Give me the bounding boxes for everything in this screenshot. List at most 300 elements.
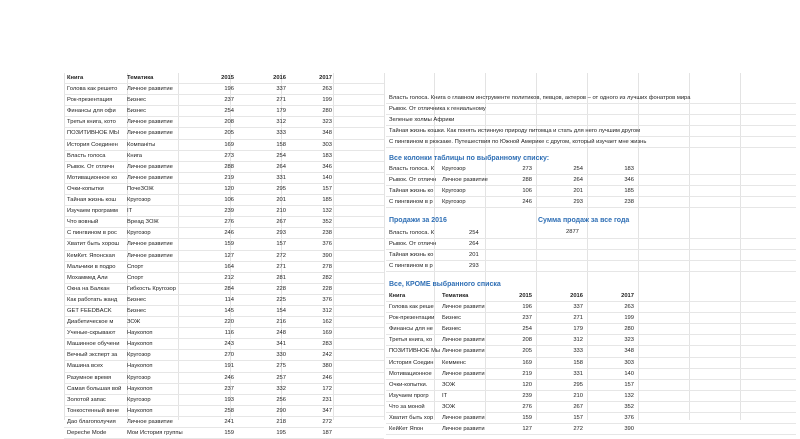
cell-2017[interactable]: 278	[322, 263, 332, 270]
cell-book[interactable]: Власть голоса. К	[389, 166, 435, 172]
long-row[interactable]	[386, 93, 796, 104]
cell-topic[interactable]: Кругозор	[127, 374, 151, 381]
cell-2015[interactable]: 237	[224, 385, 234, 392]
table-row[interactable]	[64, 173, 384, 184]
cell-2017[interactable]: 162	[322, 319, 332, 326]
cell-topic[interactable]: Личное развитие	[127, 174, 173, 181]
cell-2015[interactable]: 164	[224, 263, 234, 270]
cell-book[interactable]: Ученые-скрывают	[67, 330, 116, 337]
table-row[interactable]	[64, 350, 384, 361]
cell-topic[interactable]: Кругозор	[442, 199, 466, 206]
cell-book[interactable]: Тайная жизнь кош	[67, 197, 116, 204]
cell-2016[interactable]: 158	[276, 141, 286, 148]
cell-topic[interactable]: Личное развитие	[127, 130, 173, 137]
table-row[interactable]	[64, 251, 384, 262]
cell-2016[interactable]: 295	[573, 381, 583, 388]
cell-2015[interactable]: 241	[224, 418, 234, 425]
cell-topic[interactable]: Наукопоп	[127, 407, 153, 414]
table-row[interactable]	[386, 302, 796, 313]
cell-topic[interactable]: Личное развитие	[127, 241, 173, 248]
cell-2016[interactable]: 201	[276, 197, 286, 204]
cell-book[interactable]: КейКет Япон	[389, 426, 424, 433]
cell-book[interactable]: Голова как реше	[389, 304, 434, 311]
table-row[interactable]	[64, 140, 384, 151]
cell-book[interactable]: Хватит быть хор	[389, 415, 434, 422]
cell-2016[interactable]: 157	[573, 415, 583, 422]
table-row[interactable]	[64, 406, 384, 417]
cell-topic[interactable]: Личное развитие	[442, 177, 488, 184]
cell-topic[interactable]: Личное развитие	[127, 119, 173, 126]
cell-2017[interactable]: 238	[624, 199, 634, 206]
cell-2017[interactable]: 238	[322, 230, 332, 237]
cell-book[interactable]: Финансы для не	[389, 326, 433, 333]
long-row[interactable]	[386, 137, 796, 148]
cell-topic[interactable]: Личное развити	[442, 348, 485, 355]
cell-2015[interactable]: 239	[224, 208, 234, 215]
cell-2017[interactable]: 272	[322, 418, 332, 425]
cell-topic[interactable]: Личное развитие	[127, 252, 173, 259]
cell-2016[interactable]: 271	[276, 263, 286, 270]
cell-book[interactable]: Рывок. От отличн	[389, 177, 437, 184]
table-row[interactable]	[64, 262, 384, 273]
cell-2015[interactable]: 219	[224, 174, 234, 181]
cell-book[interactable]: Очки-копытки.	[389, 381, 428, 388]
cell-topic[interactable]: Личное развити	[442, 415, 485, 422]
table-row[interactable]	[386, 391, 796, 402]
sum-value[interactable]: 2877	[566, 229, 579, 235]
cell-2015[interactable]: 237	[224, 97, 234, 104]
cell-2015[interactable]: 246	[224, 374, 234, 381]
cell-book[interactable]: Рок-презентации	[389, 315, 435, 322]
table-row[interactable]	[64, 295, 384, 306]
cell-book[interactable]: Третья книга, ко	[389, 337, 433, 344]
cell-2017[interactable]: 346	[624, 177, 634, 184]
cell-2016[interactable]: 271	[276, 97, 286, 104]
table-row[interactable]	[64, 273, 384, 284]
cell-2017[interactable]: 199	[322, 97, 332, 104]
cell-2017[interactable]: 132	[322, 208, 332, 215]
cell-2016[interactable]: 195	[276, 430, 286, 436]
cell-topic[interactable]: Кругозор	[127, 230, 151, 237]
cell-2015[interactable]: 159	[224, 430, 234, 436]
cell-2016[interactable]: 254	[276, 152, 286, 159]
table-row[interactable]	[64, 306, 384, 317]
cell-book[interactable]: Голова как решето	[67, 86, 118, 93]
cell-topic[interactable]: Кругозор	[442, 188, 466, 195]
cell-2016[interactable]: 293	[469, 263, 479, 270]
cell-2017[interactable]: 242	[322, 352, 332, 359]
cell-2017[interactable]: 185	[322, 197, 332, 204]
cell-2016[interactable]: 216	[276, 319, 286, 326]
cell-2016[interactable]: 333	[573, 348, 583, 355]
cell-topic[interactable]: Вреад ЗОЖ	[127, 219, 159, 226]
cell-2015[interactable]: 169	[224, 141, 234, 148]
cell-book[interactable]: Как работать жанд	[67, 296, 118, 303]
cell-book[interactable]: КемКет. Японская	[67, 252, 115, 259]
table-row[interactable]	[64, 162, 384, 173]
cell-2017[interactable]: 157	[624, 381, 634, 388]
long-row[interactable]	[386, 115, 796, 126]
cell-topic[interactable]: Бизнес	[127, 108, 147, 115]
cell-book[interactable]: Окна на Балкан	[67, 285, 110, 292]
cell-book[interactable]: Власть голоса	[67, 152, 106, 159]
cell-topic[interactable]: Кемменс	[442, 359, 466, 366]
cell-2016[interactable]: 281	[276, 274, 286, 281]
cell-2015[interactable]: 196	[224, 86, 234, 93]
cell-book[interactable]: ПОЗИТИВНОЕ Мы	[389, 348, 441, 355]
cell-topic[interactable]: Кругозор	[127, 352, 151, 359]
cell-book[interactable]: Мотивационное	[389, 370, 432, 377]
table-row[interactable]	[386, 197, 796, 208]
cell-2016[interactable]: 201	[573, 188, 583, 195]
cell-2015[interactable]: 246	[224, 230, 234, 237]
table-row[interactable]	[386, 346, 796, 357]
table-row[interactable]	[64, 373, 384, 384]
cell-2015[interactable]: 237	[522, 315, 532, 322]
cell-2016[interactable]: 312	[276, 119, 286, 126]
cell-2015[interactable]: 116	[224, 330, 234, 337]
header-2016[interactable]: 2016	[273, 75, 286, 81]
cell-topic[interactable]: Личное развити	[442, 426, 485, 433]
cell-2015[interactable]: 208	[224, 119, 234, 126]
cell-book[interactable]: Хватит быть хорош	[67, 241, 120, 248]
cell-book[interactable]: Очки-копытки	[67, 185, 104, 192]
table-row[interactable]	[386, 380, 796, 391]
cell-topic[interactable]: Личное развити	[442, 304, 485, 311]
cell-2017[interactable]: 187	[322, 430, 332, 436]
table-row[interactable]	[64, 228, 384, 239]
cell-2015[interactable]: 243	[224, 341, 234, 348]
cell-topic[interactable]: IT	[127, 208, 133, 215]
cell-2016[interactable]: 337	[276, 86, 286, 93]
cell-book[interactable]: Мотивационное ко	[67, 174, 118, 181]
cell-book[interactable]: Машина всех	[67, 363, 103, 370]
cell-book[interactable]: Тонкостенный вене	[67, 407, 120, 414]
cell-book[interactable]: Рывок. От отличн	[67, 163, 115, 170]
cell-2017[interactable]: 280	[322, 108, 332, 115]
cell-2015[interactable]: 276	[522, 403, 532, 410]
cell-2015[interactable]: 191	[224, 363, 234, 370]
table-row[interactable]	[64, 395, 384, 406]
table-row[interactable]	[64, 106, 384, 117]
cell-2015[interactable]: 246	[522, 199, 532, 206]
cell-2017[interactable]: 352	[322, 219, 332, 226]
cell-2017[interactable]: 183	[322, 152, 332, 159]
cell-2016[interactable]: 257	[276, 374, 286, 381]
cell-2015[interactable]: 254	[522, 326, 532, 333]
cell-2015[interactable]: 276	[224, 219, 234, 226]
cell-2017[interactable]: 231	[322, 396, 332, 403]
cell-topic[interactable]: ЗОЖ	[442, 381, 456, 388]
table-row[interactable]	[64, 384, 384, 395]
cell-topic[interactable]: Гибкость Кругозор	[127, 285, 177, 292]
cell-2016[interactable]: 218	[276, 418, 286, 425]
header-2017[interactable]: 2017	[319, 75, 332, 81]
cell-2016[interactable]: 179	[276, 108, 286, 115]
cell-2016[interactable]: 275	[276, 363, 286, 370]
cell-book[interactable]: С пингвином в р	[389, 263, 433, 270]
cell-2015[interactable]: 239	[522, 392, 532, 399]
cell-2015[interactable]: 205	[224, 130, 234, 137]
cell-2016[interactable]: 341	[276, 341, 286, 348]
cell-2016[interactable]: 312	[573, 337, 583, 344]
cell-2015[interactable]: 273	[522, 166, 532, 172]
cell-2016[interactable]: 179	[573, 326, 583, 333]
cell-book[interactable]: Мохаммед Али	[67, 274, 108, 281]
cell-topic[interactable]: Бизнес	[442, 315, 462, 322]
cell-book[interactable]: Изучаем прогр	[389, 392, 429, 399]
long-row[interactable]	[386, 104, 796, 115]
cell-2016[interactable]: 256	[276, 396, 286, 403]
cell-2016[interactable]: 210	[276, 208, 286, 215]
cell-2017[interactable]: 303	[322, 141, 332, 148]
cell-2015[interactable]: 212	[224, 274, 234, 281]
cell-book[interactable]: GET FEEDBACK	[67, 307, 112, 314]
cell-2017[interactable]: 228	[322, 285, 332, 292]
cell-topic[interactable]: Личное развити	[442, 337, 485, 344]
cell-book[interactable]: С пингвином в рос	[67, 230, 117, 237]
cell-2015[interactable]: 159	[522, 415, 532, 422]
table-row[interactable]	[64, 151, 384, 162]
cell-2017[interactable]: 280	[624, 326, 634, 333]
cell-book[interactable]: Диабетическое м	[67, 319, 114, 326]
cell-2016[interactable]: 264	[573, 177, 583, 184]
cell-book[interactable]: Что вовный	[67, 219, 99, 226]
cell-2017[interactable]: 169	[322, 330, 332, 337]
cell-2016[interactable]: 293	[573, 199, 583, 206]
cell-2016[interactable]: 295	[276, 185, 286, 192]
cell-2015[interactable]: 169	[522, 359, 532, 366]
header-book[interactable]: Книга	[67, 75, 84, 81]
table-row[interactable]	[64, 128, 384, 139]
cell-2015[interactable]: 127	[224, 252, 234, 259]
table-row[interactable]	[386, 175, 796, 186]
header-2015[interactable]: 2015	[221, 75, 234, 81]
cell-topic[interactable]: Наукопоп	[127, 363, 153, 370]
cell-2016[interactable]: 264	[276, 163, 286, 170]
cell-book[interactable]: Разумное время	[67, 374, 112, 381]
cell-2016[interactable]: 254	[573, 166, 583, 172]
cell-2017[interactable]: 348	[322, 130, 332, 137]
cell-2015[interactable]: 208	[522, 337, 532, 344]
cell-2017[interactable]: 263	[624, 304, 634, 311]
cell-2015[interactable]: 127	[522, 426, 532, 433]
cell-2017[interactable]: 347	[322, 407, 332, 414]
cell-2017[interactable]: 282	[322, 274, 332, 281]
cell-2017[interactable]: 303	[624, 359, 634, 366]
cell-topic[interactable]: Спорт	[127, 263, 144, 270]
cell-2017[interactable]: 140	[624, 370, 634, 377]
cell-2017[interactable]: 199	[624, 315, 634, 322]
cell-2017[interactable]: 185	[624, 188, 634, 195]
cell-2016[interactable]: 225	[276, 296, 286, 303]
cell-2017[interactable]: 390	[322, 252, 332, 259]
cell-2016[interactable]: 330	[276, 352, 286, 359]
cell-2015[interactable]: 114	[224, 296, 234, 303]
table-row[interactable]	[64, 195, 384, 206]
cell-topic[interactable]: ПочеЗОЖ	[127, 185, 154, 192]
cell-book[interactable]: Depeche Mode	[67, 430, 107, 436]
table-row[interactable]	[64, 184, 384, 195]
cell-book[interactable]: Рывок. От отличн	[389, 241, 437, 248]
cell-book[interactable]: Финансы для офи	[67, 108, 116, 115]
cell-2017[interactable]: 283	[322, 341, 332, 348]
cell-book[interactable]: ПОЗИТИВНОЕ МЫ	[67, 130, 120, 137]
cell-2017[interactable]: 140	[322, 174, 332, 181]
cell-2015[interactable]: 196	[522, 304, 532, 311]
cell-topic[interactable]: Бизнес	[127, 296, 147, 303]
cell-topic[interactable]: Кругозор	[127, 197, 151, 204]
table-row[interactable]	[64, 417, 384, 428]
cell-topic[interactable]: Наукопоп	[127, 385, 153, 392]
cell-topic[interactable]: Личное развитие	[127, 418, 173, 425]
cell-2016[interactable]: 271	[573, 315, 583, 322]
cell-2016[interactable]: 267	[573, 403, 583, 410]
cell-2015[interactable]: 270	[224, 352, 234, 359]
cell-topic[interactable]: Кругозор	[127, 396, 151, 403]
cell-2016[interactable]: 331	[276, 174, 286, 181]
cell-2015[interactable]: 159	[224, 241, 234, 248]
cell-2016[interactable]: 290	[276, 407, 286, 414]
cell-2016[interactable]: 264	[469, 241, 479, 248]
cell-2016[interactable]: 331	[573, 370, 583, 377]
cell-2016[interactable]: 337	[573, 304, 583, 311]
table-row[interactable]	[64, 206, 384, 217]
cell-2015[interactable]: 205	[522, 348, 532, 355]
table-row[interactable]	[64, 284, 384, 295]
cell-topic[interactable]: Спорт	[127, 274, 144, 281]
cell-2015[interactable]: 284	[224, 285, 234, 292]
cell-2015[interactable]: 258	[224, 407, 234, 414]
cell-2017[interactable]: 172	[322, 385, 332, 392]
cell-book[interactable]: Власть голоса. К	[389, 230, 435, 236]
table-row[interactable]	[386, 369, 796, 380]
table-row[interactable]	[386, 228, 796, 239]
cell-book[interactable]: Рок-презентация	[67, 97, 113, 104]
cell-2016[interactable]: 154	[276, 307, 286, 314]
table-row[interactable]	[386, 186, 796, 197]
cell-2016[interactable]: 254	[469, 230, 479, 236]
cell-book[interactable]: Третья книга, кото	[67, 119, 116, 126]
cell-2017[interactable]: 376	[322, 296, 332, 303]
table-row[interactable]	[386, 261, 796, 272]
cell-topic[interactable]: IT	[442, 392, 448, 399]
cell-2017[interactable]: 312	[322, 307, 332, 314]
cell-2017[interactable]: 376	[322, 241, 332, 248]
cell-2015[interactable]: 106	[224, 197, 234, 204]
cell-book[interactable]: История Соединен	[67, 141, 118, 148]
cell-2017[interactable]: 246	[322, 374, 332, 381]
cell-2016[interactable]: 272	[573, 426, 583, 433]
cell-2015[interactable]: 145	[224, 307, 234, 314]
cell-2017[interactable]: 390	[624, 426, 634, 433]
table-row[interactable]	[386, 239, 796, 250]
cell-topic[interactable]: Книга	[127, 152, 143, 159]
cell-2015[interactable]: 254	[224, 108, 234, 115]
cell-book[interactable]: Вечный эксперт за	[67, 352, 118, 359]
cell-topic[interactable]: Наукопоп	[127, 341, 153, 348]
cell-book[interactable]: Что за моной	[389, 403, 425, 410]
cell-book[interactable]: Мальчики в подро	[67, 263, 116, 270]
table-row[interactable]	[64, 84, 384, 95]
table-row[interactable]	[64, 239, 384, 250]
cell-topic[interactable]: ЗОЖ	[127, 319, 141, 326]
cell-topic[interactable]: Наукопоп	[127, 330, 153, 337]
cell-2015[interactable]: 120	[522, 381, 532, 388]
table-row[interactable]	[386, 313, 796, 324]
cell-book[interactable]: С пингвином в р	[389, 199, 433, 206]
cell-2017[interactable]: 348	[624, 348, 634, 355]
cell-topic[interactable]: Бизнес	[127, 307, 147, 314]
cell-2017[interactable]: 157	[322, 185, 332, 192]
cell-topic[interactable]: Кругозор	[442, 166, 466, 172]
table-row[interactable]	[386, 250, 796, 261]
table-row[interactable]	[386, 324, 796, 335]
table-row[interactable]	[64, 328, 384, 339]
cell-2017[interactable]: 380	[322, 363, 332, 370]
cell-2015[interactable]: 219	[522, 370, 532, 377]
cell-2015[interactable]: 273	[224, 152, 234, 159]
long-row[interactable]	[386, 126, 796, 137]
cell-2017[interactable]: 352	[624, 403, 634, 410]
cell-2015[interactable]: 106	[522, 188, 532, 195]
cell-book[interactable]: Изучаем программ	[67, 208, 118, 215]
cell-2016[interactable]: 248	[276, 330, 286, 337]
cell-2017[interactable]: 346	[322, 163, 332, 170]
cell-2015[interactable]: 220	[224, 319, 234, 326]
cell-2016[interactable]: 228	[276, 285, 286, 292]
cell-2017[interactable]: 376	[624, 415, 634, 422]
table-row[interactable]	[386, 164, 796, 175]
cell-topic[interactable]: Компаніты	[127, 141, 156, 148]
cell-topic[interactable]: Мои История группы	[127, 430, 183, 436]
cell-2016[interactable]: 272	[276, 252, 286, 259]
cell-2015[interactable]: 288	[522, 177, 532, 184]
table-row[interactable]	[386, 335, 796, 346]
cell-topic[interactable]: Личное развити	[442, 370, 485, 377]
cell-2016[interactable]: 157	[276, 241, 286, 248]
cell-topic[interactable]: Личное развитие	[127, 86, 173, 93]
table-row[interactable]	[64, 317, 384, 328]
cell-book[interactable]: Самая большая вой	[67, 385, 122, 392]
table-row[interactable]	[64, 217, 384, 228]
cell-2015[interactable]: 193	[224, 396, 234, 403]
cell-topic[interactable]: Бизнес	[442, 326, 462, 333]
header-topic[interactable]: Тематика	[127, 75, 154, 81]
cell-2016[interactable]: 210	[573, 392, 583, 399]
cell-topic[interactable]: Личное развитие	[127, 163, 173, 170]
table-row[interactable]	[64, 361, 384, 372]
table-row[interactable]	[64, 428, 384, 439]
table-row[interactable]	[64, 95, 384, 106]
table-row[interactable]	[386, 424, 796, 435]
cell-book[interactable]: История Соедин	[389, 359, 434, 366]
table-row[interactable]	[386, 402, 796, 413]
cell-2016[interactable]: 293	[276, 230, 286, 237]
cell-book[interactable]: Тайная жизнь ко	[389, 252, 434, 259]
cell-2015[interactable]: 120	[224, 185, 234, 192]
cell-2017[interactable]: 323	[624, 337, 634, 344]
cell-book[interactable]: Машинное обучени	[67, 341, 120, 348]
cell-book[interactable]: Золотой запас	[67, 396, 106, 403]
cell-2016[interactable]: 158	[573, 359, 583, 366]
cell-2016[interactable]: 332	[276, 385, 286, 392]
cell-2015[interactable]: 288	[224, 163, 234, 170]
cell-2016[interactable]: 333	[276, 130, 286, 137]
cell-2017[interactable]: 132	[624, 392, 634, 399]
table-row[interactable]	[64, 117, 384, 128]
cell-book[interactable]: Тайная жизнь ко	[389, 188, 434, 195]
